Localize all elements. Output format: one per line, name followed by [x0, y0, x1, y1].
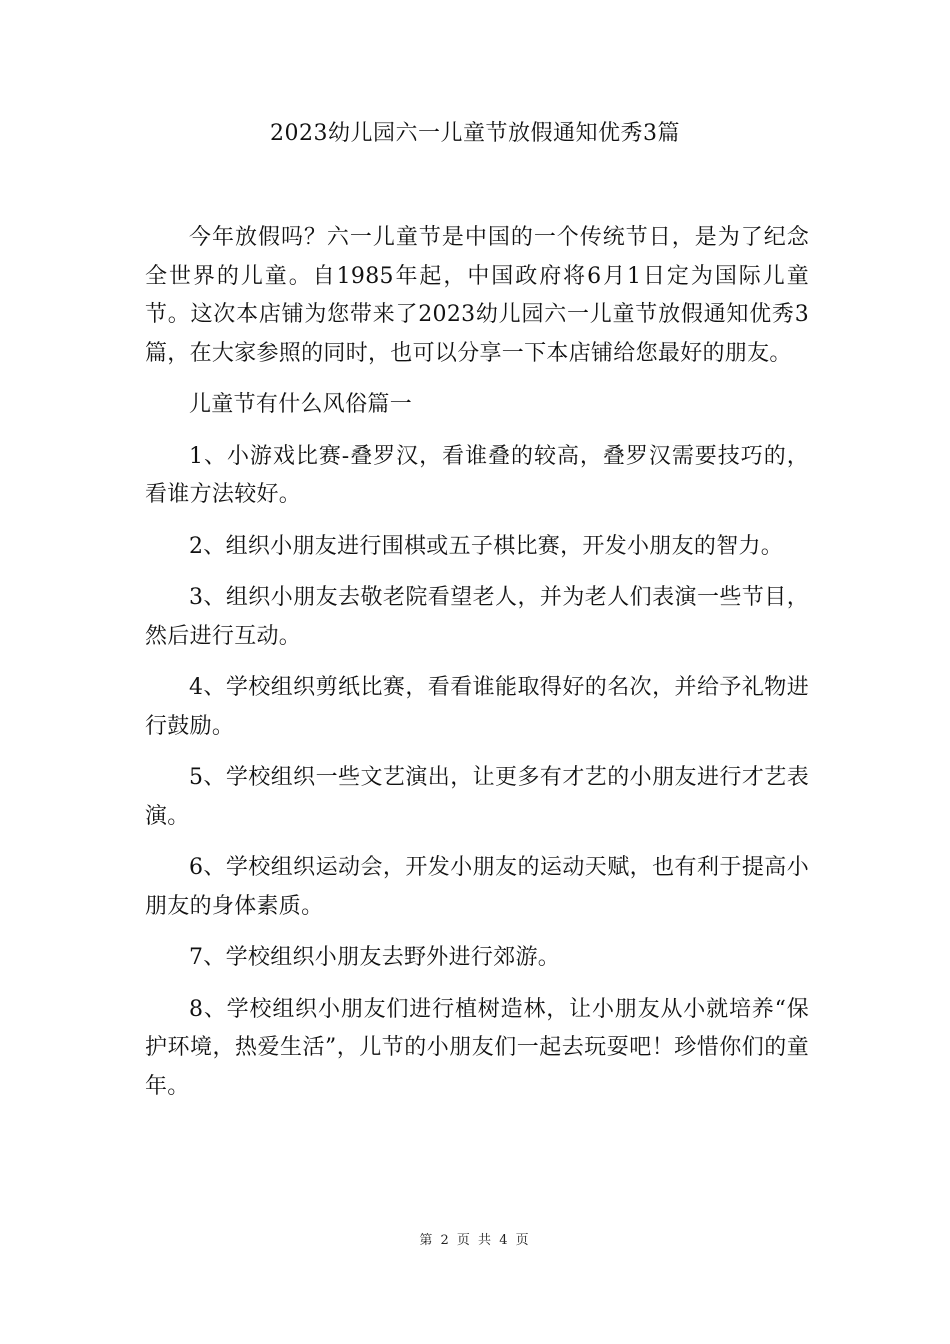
list-item: 1、小游戏比赛-叠罗汉，看谁叠的较高，叠罗汉需要技巧的，看谁方法较好。	[145, 443, 809, 507]
intro-paragraph: 今年放假吗？六一儿童节是中国的一个传统节日，是为了纪念全世界的儿童。自1985年起，中国政府将6月1日定为国际儿童节。这次本店铺为您带来了2023幼儿园六一儿童节放假通知优秀3篇，在大家参照的同时，也可以分享一下本店铺给您最好的朋友。	[145, 225, 809, 366]
document-title: 2023幼儿园六一儿童节放假通知优秀3篇	[270, 121, 680, 146]
page-footer: 第 2 页 共 4 页	[419, 1233, 531, 1248]
list-item: 6、学校组织运动会，开发小朋友的运动天赋，也有利于提高小朋友的身体素质。	[145, 855, 809, 919]
list-item: 4、学校组织剪纸比赛，看看谁能取得好的名次，并给予礼物进行鼓励。	[145, 675, 809, 739]
section-heading: 儿童节有什么风俗篇一	[189, 392, 413, 417]
list-item: 2、组织小朋友进行围棋或五子棋比赛，开发小朋友的智力。	[189, 533, 784, 559]
list-item: 5、学校组织一些文艺演出，让更多有才艺的小朋友进行才艺表演。	[145, 765, 809, 829]
list-item: 3、组织小朋友去敬老院看望老人，并为老人们表演一些节目，然后进行互动。	[145, 585, 809, 649]
list-item: 8、学校组织小朋友们进行植树造林，让小朋友从小就培养“保护环境，热爱生活”，儿节的小朋友们一起去玩耍吧！珍惜你们的童年。	[145, 996, 809, 1099]
list-item: 7、学校组织小朋友去野外进行郊游。	[189, 945, 561, 970]
document-body	[145, 219, 809, 1119]
